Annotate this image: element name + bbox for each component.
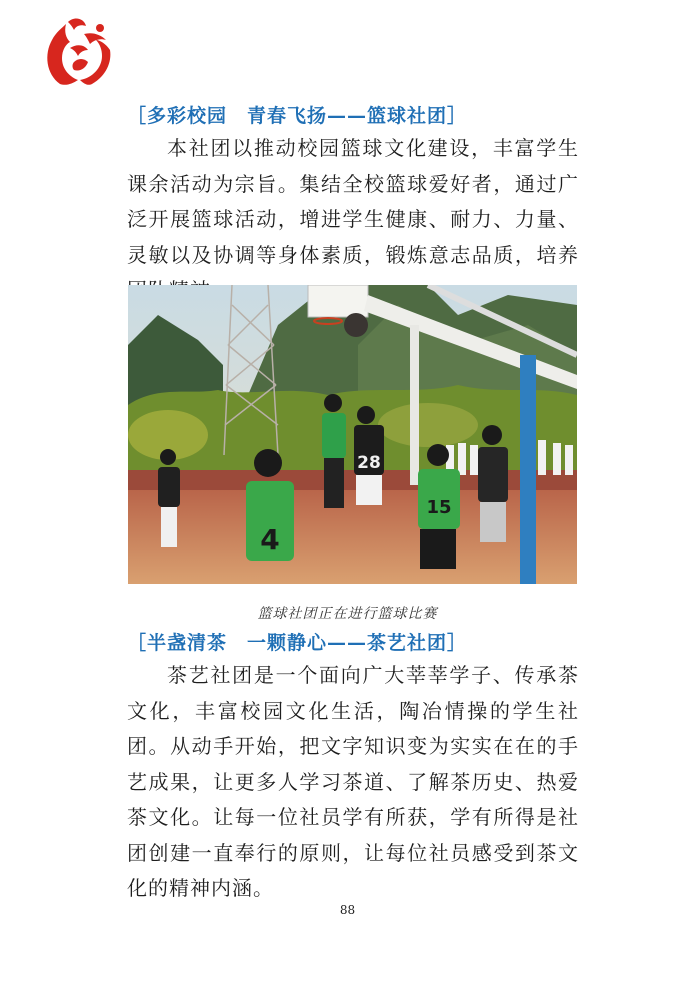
section-title-basketball: ［多彩校园 青春飞扬——篮球社团］	[127, 105, 468, 127]
page-number: 88	[339, 903, 356, 917]
section-title-tea-art: ［半盏清茶 一颗静心——茶艺社团］	[127, 632, 468, 654]
basketball-game-photo	[128, 285, 577, 584]
jersey-number-28: 28	[357, 453, 381, 473]
jersey-number-4: 4	[260, 523, 280, 556]
basketball-scene-illustration	[128, 285, 577, 584]
jersey-number-15: 15	[426, 497, 452, 518]
photo-caption: 篮球社团正在进行篮球比赛	[257, 606, 438, 622]
paragraph-basketball: 本社团以推动校园篮球文化建设，丰富学生课余活动为宗旨。集结全校篮球爱好者，通过广泛开展篮球活动，增进学生健康、耐力、力量、灵敏以及协调等身体素质，锻炼意志品质，培养	[127, 136, 579, 267]
phoenix-logo-icon	[40, 14, 116, 90]
paragraph-tea-art: 茶艺社团是一个面向广大莘莘学子、传承茶文化，丰富校园文化生活，陶冶情操的学生社团。从动手开始，把文字知识变为实实在在的手艺成果，让更多人学习茶道、了解茶历史、热爱茶文化。让每一位社员学有所获，学有所得是社团创建一直奉行的原则，让每位社员感受到茶文化的精神内涵。	[127, 663, 579, 900]
